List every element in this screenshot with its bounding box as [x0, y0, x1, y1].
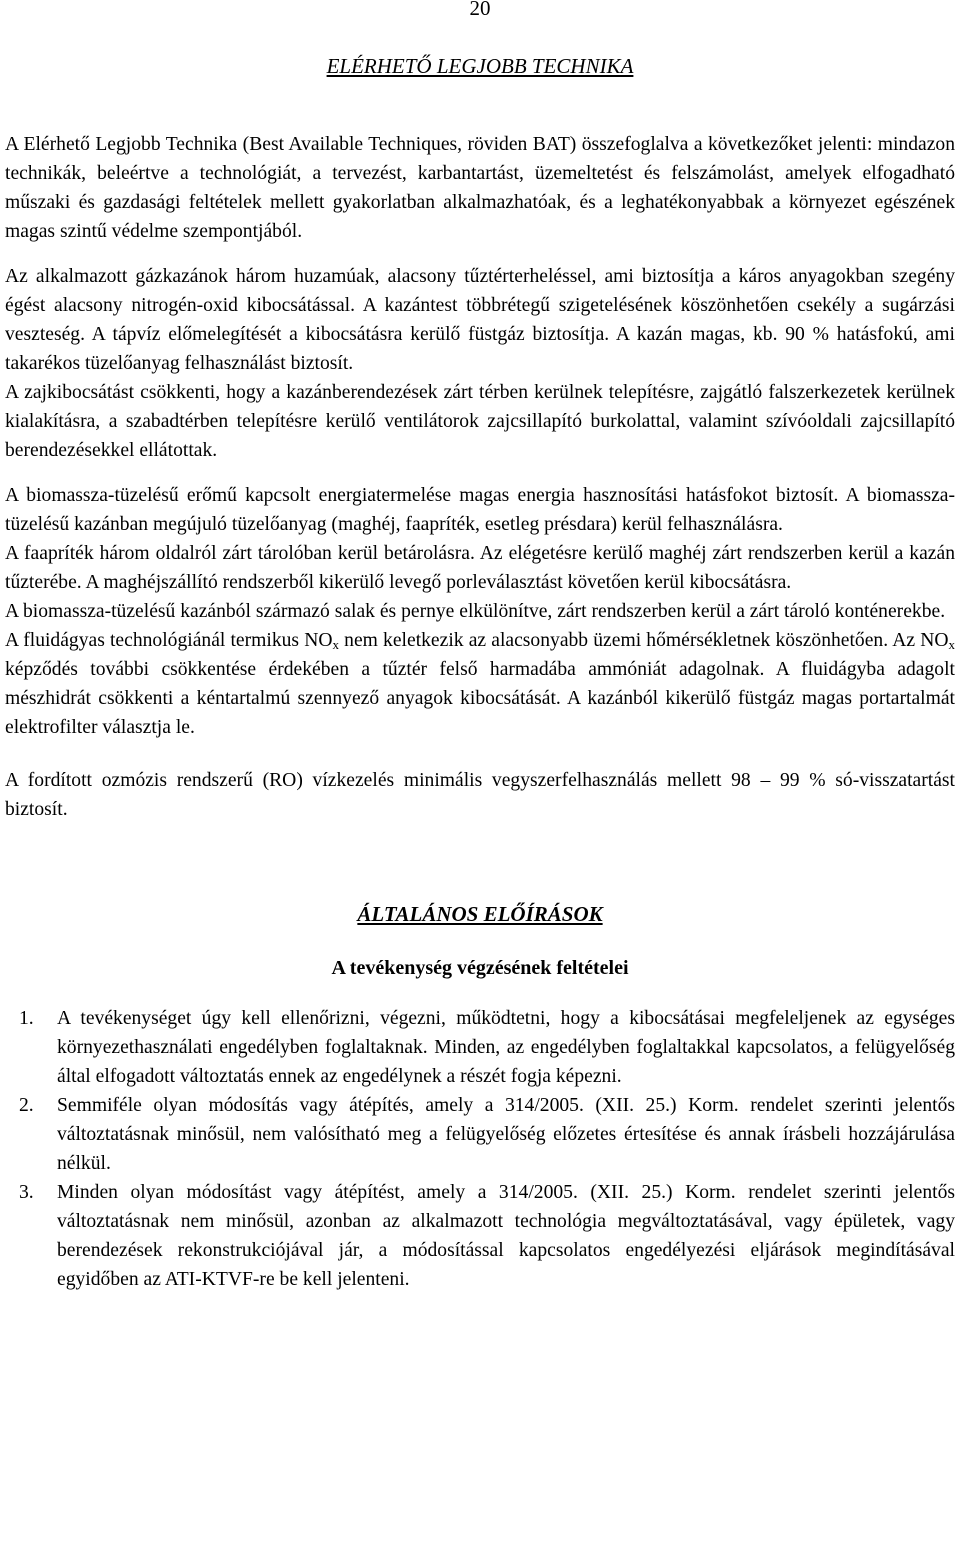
nox-text-a: A fluidágyas technológiánál termikus NO: [5, 630, 333, 651]
section-title-bat: ELÉRHETŐ LEGJOBB TECHNIKA: [326, 54, 634, 78]
list-item-text: Minden olyan módosítást vagy átépítést, amely a 314/2005. (XII. 25.) Korm. rendelet szerinti jelentős változtatásnak nem minősül, azonban az alkalmazott technológia megváltoztatásával, vagy épületek, vagy berendezések rekonstrukciójával jár, a módosítással kapcsolatos engedélyezési eljárások megindításával egyidőben az ATI-KTVF-re be kell jelenteni.: [57, 1182, 955, 1290]
paragraph-gas-boilers: Az alkalmazott gázkazánok három huzamúak, alacsony tűztérterheléssel, ami biztosítja a káros anyagokban szegény égést alacsony nitrogén-oxid kibocsátással. A kazántest többrétegű szigetelésének köszönhetően csekély a sugárzási veszteség. A tápvíz előmelegítését a kibocsátásra kerülő füstgáz biztosítja. A kazán magas, kb. 90 % hatásfokú, ami takarékos tüzelőanyag felhasználást biztosít.: [5, 266, 955, 374]
paragraph-bat-definition: A Elérhető Legjobb Technika (Best Available Techniques, röviden BAT) összefoglalva a következőket jelenti: mindazon technikák, beleértve a technológiát, a tervezést, karbantartást, üzemeltetést és felszámolást, amelyek elfogadható műszaki és gazdasági feltételek mellett gyakorlatban alkalmazhatóak, és a leghatékonyabbak a környezet egészének magas szintű védelme szempontjából.: [5, 134, 955, 242]
list-item-number: 3.: [19, 1182, 34, 1203]
list-item-text: A tevékenységet úgy kell ellenőrizni, végezni, működtetni, hogy a kibocsátásai megfeleljenek az egységes környezethasználati engedélyben foglaltaknak. Minden, az engedélyben foglaltakkal kapcsolatos, a felügyelőség által elfogadott változtatás ennek az engedélynek a részét fogja képezni.: [57, 1008, 955, 1087]
paragraph-reverse-osmosis: A fordított ozmózis rendszerű (RO) vízkezelés minimális vegyszerfelhasználás mellett 98 – 99 % só-visszatartást biztosít.: [5, 770, 955, 820]
document-body: [5, 52, 955, 1294]
nox-subscript-1: x: [332, 637, 340, 652]
list-item-number: 1.: [19, 1008, 34, 1029]
paragraph-biomass-power: A biomassza-tüzelésű erőmű kapcsolt energiatermelése magas energia hasznosítási hatásfokot biztosít. A biomassza-tüzelésű kazánban megújuló tüzelőanyag (maghéj, faapríték, esetleg présdara) kerül felhasználásra.: [5, 485, 955, 535]
list-item: [5, 1091, 955, 1178]
conditions-list: [5, 1004, 955, 1294]
paragraph-noise-reduction: A zajkibocsátást csökkenti, hogy a kazánberendezések zárt térben kerülnek telepítésre, zajgátló falszerkezetek kerülnek kialakításra, a szabadtérben telepítésre kerülő ventilátorok zajcsillapító burkolattal, valamint szívóoldali zajcsillapító berendezésekkel ellátottak.: [5, 382, 955, 461]
list-item-number: 2.: [19, 1095, 34, 1116]
nox-text-b: nem keletkezik az alacsonyabb üzemi hőmérsékletnek köszönhetően. Az NO: [339, 630, 949, 651]
nox-subscript-2: x: [948, 637, 955, 652]
paragraph-fluid-bed-nox: [5, 626, 955, 742]
section-title-general-rules: ÁLTALÁNOS ELŐÍRÁSOK: [357, 902, 603, 926]
list-item: [5, 1178, 955, 1294]
list-item-text: Semmiféle olyan módosítás vagy átépítés, amely a 314/2005. (XII. 25.) Korm. rendelet szerinti jelentős változtatásnak minősül, nem valósítható meg a felügyelőség előzetes értesítése és annak írásbeli hozzájárulása nélkül.: [57, 1095, 955, 1174]
paragraph-wood-chip-storage: A faapríték három oldalról zárt tárolóban kerül betárolásra. Az elégetésre kerülő maghéj zárt rendszerben kerül a kazán tűzterébe. A maghéjszállító rendszerből kikerülő levegő porleválasztást követően kerül kibocsátásra.: [5, 543, 955, 593]
page-number: 20: [469, 0, 491, 20]
list-item: [5, 1004, 955, 1091]
paragraph-slag-ash: A biomassza-tüzelésű kazánból származó salak és pernye elkülönítve, zárt rendszerben kerül a zárt tároló konténerekbe.: [5, 601, 946, 622]
nox-text-c: képződés további csökkentése érdekében a tűztér felső harmadába ammóniát adagolnak. A fluidágyba adagolt mészhidrát csökkenti a kéntartalmú szennyező anyagok kibocsátását. A kazánból kikerülő füstgáz magas portartalmát elektrofilter választja le.: [5, 659, 955, 738]
section-subtitle-conditions: A tevékenység végzésének feltételei: [331, 957, 629, 979]
